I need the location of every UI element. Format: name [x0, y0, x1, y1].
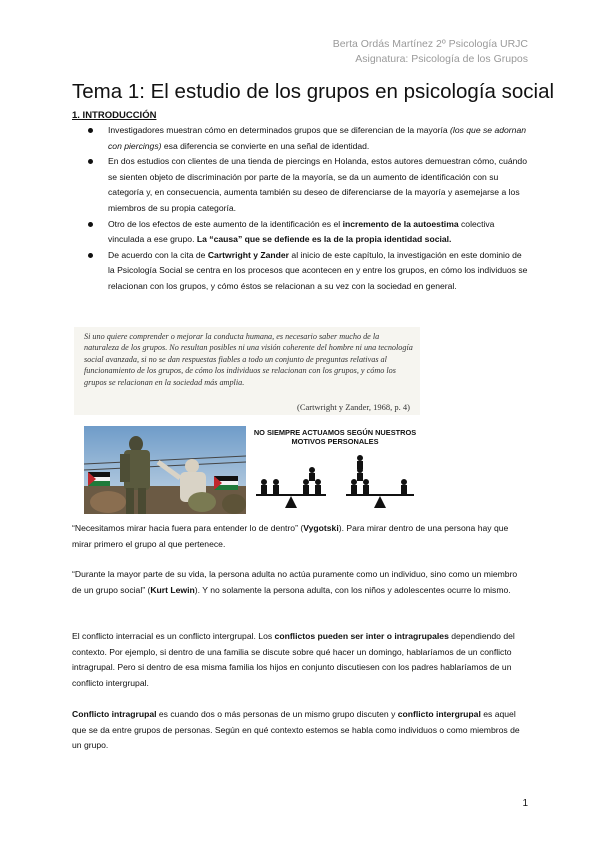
paragraph-text: es cuando dos o más personas de un mismo grupo discuten y	[156, 709, 398, 719]
header-author: Berta Ordás Martínez 2º Psicología URJC	[332, 38, 528, 50]
motives-figure	[250, 426, 420, 514]
paragraph-conflict-types	[72, 707, 528, 754]
page-number: 1	[522, 798, 528, 809]
bullet-item	[72, 217, 528, 248]
bullet-italic-text: (los que se adornan con piercings)	[108, 125, 527, 151]
paragraph-bold-text: conflictos pueden ser inter o intragrupales	[274, 631, 449, 641]
quote-figure	[74, 327, 420, 415]
page-header	[333, 37, 528, 67]
paragraph-bold-text: Conflicto intragrupal	[72, 709, 157, 719]
balance-people-illustration	[250, 426, 420, 514]
bullet-item	[72, 248, 528, 295]
protest-photo	[84, 426, 246, 514]
bullet-text: En dos estudios con clientes de una tienda de piercings en Holanda, estos autores demuestran cómo, cuándo se sienten objeto de discriminación por parte de la mayoría, se da un aumento de identificación con su categoría y, en consecuencia, aumenta también su deseo de diferenciarse de la mayoría y asemejarse a los miembros de su propia categoría.	[108, 156, 527, 213]
paragraph-text: es aquel que se da entre grupos de personas. Según en qué contexto estemos se habla como individuos o como miembros de un grupo.	[72, 709, 520, 751]
paragraph-text: dependiendo del contexto. Por ejemplo, si dentro de una familia se discute sobre qué hacer un domingo, hablaríamos de un conflicto intragrupal. Pero si dentro de esa misma familia los hijos en conjunto discutiesen con los padres hablaríamos de un conflicto intergrupal.	[72, 631, 515, 688]
paragraph-text: El conflicto interracial es un conflicto intergrupal. Los	[72, 631, 275, 641]
motives-caption-line: MOTIVOS PERSONALES	[291, 437, 379, 446]
paragraph-bold-text: conflicto intergrupal	[397, 709, 481, 719]
header-subject: Asignatura: Psicología de los Grupos	[355, 53, 528, 65]
motives-caption-line: NO SIEMPRE ACTUAMOS SEGÚN NUESTROS	[253, 428, 417, 437]
bullet-bold-text: La “causa” que se defiende es la de la propia identidad social.	[196, 234, 452, 245]
bullet-bold-text: incremento de la autoestima	[342, 218, 459, 229]
bullet-text: Otro de los efectos de este aumento de la identificación es el	[108, 218, 343, 229]
paragraph-text: “Necesitamos mirar hacia fuera para entender lo de dentro” (	[72, 523, 304, 533]
bullet-text: De acuerdo con la cita de	[108, 249, 208, 260]
quote-text: Si uno quiere comprender o mejorar la conducta humana, es necesario saber mucho de la naturaleza de los grupos. No resultan posibles ni una visión coherente del hombre ni una tecnología social avanzada, si no se dan respuestas fiables a todo un conjunto de preguntas relativas al funcionamiento de los grupos, de cómo los individuos se relacionan con los grupos, y cómo los grupos se relacionan en la sociedad más amplia.	[84, 332, 413, 387]
paragraph-conflict	[72, 629, 528, 691]
bullet-list	[72, 123, 528, 295]
paragraph-vygotski	[72, 521, 528, 552]
bullet-text: al inicio de este capítulo, la investigación en este dominio de la Psicología Social se centra en los procesos que acontecen en y entre los grupos, en cómo los individuos se relacionan con los grupos, y cómo éstos se relacionan a su vez con la sociedad en general.	[108, 249, 528, 291]
paragraph-bold-text: Kurt Lewin	[150, 584, 195, 595]
paragraph-text: ). Y no solamente la persona adulta, con los niños y adolescentes ocurre lo mismo.	[194, 584, 511, 595]
quote-citation: (Cartwright y Zander, 1968, p. 4)	[297, 402, 410, 412]
paragraph-text: ). Para mirar dentro de una persona hay que mirar primero el grupo al que pertenece.	[72, 523, 509, 549]
document-title: Tema 1: El estudio de los grupos en psicología social	[72, 80, 555, 103]
left-balance-icon	[256, 467, 326, 508]
bullet-item	[72, 123, 528, 154]
bullet-text: Investigadores muestran cómo en determinados grupos que se diferencian de la mayoría	[108, 125, 451, 135]
paragraph-bold-text: Vygotski	[303, 523, 339, 533]
section-heading: 1. INTRODUCCIÓN	[72, 110, 157, 121]
right-balance-icon	[346, 455, 414, 508]
paragraph-lewin	[72, 567, 528, 598]
paragraph-text: “Durante la mayor parte de su vida, la persona adulta no actúa puramente como un individuo, sino como un miembro de un grupo social” (	[72, 569, 518, 595]
bullet-text: esa diferencia se convierte en una señal de identidad.	[161, 140, 370, 151]
bullet-text: colectiva vinculada a ese grupo.	[108, 218, 495, 245]
bullet-bold-text: Cartwright y Zander	[207, 249, 290, 260]
bullet-item	[72, 154, 528, 216]
